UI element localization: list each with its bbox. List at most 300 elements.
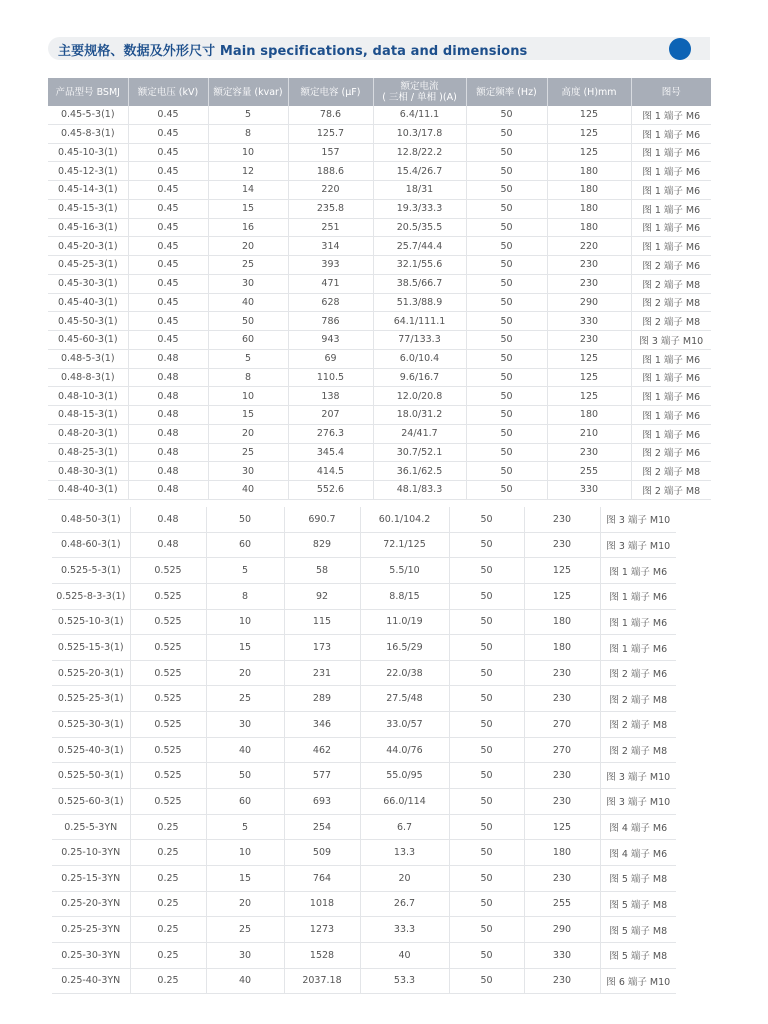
table-row [48, 162, 711, 181]
cell-frequency: 50 [449, 558, 524, 584]
cell-figure: 图 1 端子 M6 [631, 181, 711, 200]
header-dot-icon [669, 38, 691, 60]
cell-frequency: 50 [466, 162, 547, 181]
cell-capacitance: 693 [284, 789, 360, 815]
cell-frequency: 50 [466, 462, 547, 481]
cell-voltage: 0.525 [130, 558, 206, 584]
cell-capacity: 30 [208, 462, 288, 481]
cell-model: 0.48-20-3(1) [48, 424, 128, 443]
table-row [52, 865, 676, 891]
table-row [52, 712, 676, 738]
cell-capacity: 40 [208, 293, 288, 312]
cell-frequency: 50 [466, 293, 547, 312]
cell-current: 19.3/33.3 [373, 199, 466, 218]
cell-height: 180 [547, 181, 631, 200]
cell-capacitance: 173 [284, 635, 360, 661]
cell-voltage: 0.25 [130, 891, 206, 917]
col-header-voltage: 额定电压 (kV) [128, 78, 208, 106]
cell-capacitance: 235.8 [288, 199, 373, 218]
cell-current: 22.0/38 [360, 660, 449, 686]
cell-capacitance: 1528 [284, 942, 360, 968]
cell-model: 0.25-5-3YN [52, 814, 130, 840]
cell-figure: 图 4 端子 M6 [600, 840, 676, 866]
cell-current: 32.1/55.6 [373, 256, 466, 275]
cell-current: 16.5/29 [360, 635, 449, 661]
cell-model: 0.45-25-3(1) [48, 256, 128, 275]
table-row [48, 124, 711, 143]
cell-capacitance: 188.6 [288, 162, 373, 181]
col-header-capacitance: 额定电容 (μF) [288, 78, 373, 106]
cell-model: 0.45-50-3(1) [48, 312, 128, 331]
cell-height: 330 [547, 312, 631, 331]
cell-height: 230 [547, 274, 631, 293]
cell-capacity: 50 [206, 507, 284, 532]
cell-capacitance: 78.6 [288, 106, 373, 124]
cell-model: 0.48-15-3(1) [48, 406, 128, 425]
table-row [48, 143, 711, 162]
cell-voltage: 0.25 [130, 917, 206, 943]
cell-capacitance: 207 [288, 406, 373, 425]
cell-figure: 图 1 端子 M6 [600, 558, 676, 584]
cell-capacitance: 115 [284, 609, 360, 635]
cell-current: 53.3 [360, 968, 449, 994]
cell-frequency: 50 [449, 712, 524, 738]
table-row [48, 256, 711, 275]
cell-current: 44.0/76 [360, 737, 449, 763]
cell-height: 180 [524, 609, 600, 635]
cell-frequency: 50 [466, 181, 547, 200]
col-header-figure: 图号 [631, 78, 711, 106]
cell-height: 180 [547, 199, 631, 218]
table-row [52, 942, 676, 968]
col-header-current: 额定电流 ( 三相 / 单相 )(A) [373, 78, 466, 106]
cell-height: 180 [547, 218, 631, 237]
cell-capacitance: 690.7 [284, 507, 360, 532]
cell-frequency: 50 [449, 737, 524, 763]
cell-figure: 图 5 端子 M8 [600, 865, 676, 891]
table-row [52, 737, 676, 763]
cell-height: 230 [524, 865, 600, 891]
cell-capacity: 10 [206, 840, 284, 866]
cell-current: 72.1/125 [360, 532, 449, 558]
cell-current: 36.1/62.5 [373, 462, 466, 481]
cell-current: 48.1/83.3 [373, 481, 466, 500]
cell-current: 18/31 [373, 181, 466, 200]
cell-capacity: 8 [208, 124, 288, 143]
cell-model: 0.25-20-3YN [52, 891, 130, 917]
table-row [48, 218, 711, 237]
cell-capacity: 20 [208, 424, 288, 443]
table-row [52, 968, 676, 994]
cell-voltage: 0.525 [130, 660, 206, 686]
cell-model: 0.25-25-3YN [52, 917, 130, 943]
cell-capacitance: 251 [288, 218, 373, 237]
cell-figure: 图 1 端子 M6 [631, 237, 711, 256]
cell-voltage: 0.48 [128, 462, 208, 481]
table-row [48, 387, 711, 406]
cell-model: 0.45-12-3(1) [48, 162, 128, 181]
table-row [48, 312, 711, 331]
cell-capacitance: 414.5 [288, 462, 373, 481]
cell-figure: 图 1 端子 M6 [600, 635, 676, 661]
table-row [48, 443, 711, 462]
cell-capacitance: 110.5 [288, 368, 373, 387]
cell-voltage: 0.45 [128, 106, 208, 124]
cell-height: 230 [524, 789, 600, 815]
cell-figure: 图 1 端子 M6 [631, 406, 711, 425]
cell-frequency: 50 [466, 406, 547, 425]
cell-capacitance: 254 [284, 814, 360, 840]
cell-voltage: 0.45 [128, 312, 208, 331]
cell-capacitance: 138 [288, 387, 373, 406]
cell-height: 230 [547, 331, 631, 350]
cell-figure: 图 1 端子 M6 [631, 424, 711, 443]
cell-voltage: 0.525 [130, 609, 206, 635]
cell-frequency: 50 [466, 106, 547, 124]
cell-voltage: 0.525 [130, 712, 206, 738]
table-row [48, 181, 711, 200]
table-row [52, 583, 676, 609]
cell-frequency: 50 [449, 609, 524, 635]
cell-current: 13.3 [360, 840, 449, 866]
section-title: 主要规格、数据及外形尺寸 Main specifications, data and dimensions [58, 44, 528, 59]
cell-model: 0.48-50-3(1) [52, 507, 130, 532]
table-row [48, 481, 711, 500]
cell-height: 125 [547, 143, 631, 162]
cell-capacitance: 69 [288, 349, 373, 368]
cell-current: 12.8/22.2 [373, 143, 466, 162]
cell-current: 12.0/20.8 [373, 387, 466, 406]
cell-voltage: 0.48 [128, 387, 208, 406]
table-row [52, 686, 676, 712]
cell-capacity: 25 [208, 443, 288, 462]
cell-capacitance: 346 [284, 712, 360, 738]
cell-capacitance: 509 [284, 840, 360, 866]
cell-frequency: 50 [466, 443, 547, 462]
table-row [52, 609, 676, 635]
cell-voltage: 0.525 [130, 789, 206, 815]
cell-height: 230 [524, 968, 600, 994]
cell-frequency: 50 [449, 583, 524, 609]
table-row [48, 106, 711, 124]
cell-current: 18.0/31.2 [373, 406, 466, 425]
cell-voltage: 0.45 [128, 143, 208, 162]
cell-height: 270 [524, 712, 600, 738]
cell-capacity: 40 [206, 968, 284, 994]
cell-figure: 图 1 端子 M6 [631, 387, 711, 406]
table-header-row [48, 78, 711, 106]
cell-voltage: 0.48 [128, 424, 208, 443]
table-row [48, 462, 711, 481]
table-row [52, 840, 676, 866]
cell-voltage: 0.45 [128, 256, 208, 275]
cell-voltage: 0.45 [128, 274, 208, 293]
cell-model: 0.525-60-3(1) [52, 789, 130, 815]
cell-frequency: 50 [449, 789, 524, 815]
cell-figure: 图 2 端子 M8 [631, 481, 711, 500]
table-row [48, 424, 711, 443]
cell-height: 290 [547, 293, 631, 312]
cell-figure: 图 2 端子 M6 [631, 443, 711, 462]
table-row [48, 349, 711, 368]
cell-frequency: 50 [449, 840, 524, 866]
cell-capacity: 12 [208, 162, 288, 181]
cell-height: 230 [547, 443, 631, 462]
cell-height: 125 [547, 124, 631, 143]
cell-frequency: 50 [466, 274, 547, 293]
cell-voltage: 0.45 [128, 218, 208, 237]
cell-figure: 图 1 端子 M6 [631, 143, 711, 162]
cell-height: 180 [547, 406, 631, 425]
table-row [52, 814, 676, 840]
cell-voltage: 0.525 [130, 737, 206, 763]
cell-capacity: 15 [208, 199, 288, 218]
cell-frequency: 50 [466, 199, 547, 218]
cell-capacitance: 58 [284, 558, 360, 584]
cell-capacity: 5 [206, 814, 284, 840]
cell-capacitance: 577 [284, 763, 360, 789]
cell-model: 0.48-8-3(1) [48, 368, 128, 387]
cell-current: 27.5/48 [360, 686, 449, 712]
table-row [52, 891, 676, 917]
cell-height: 220 [547, 237, 631, 256]
cell-capacitance: 92 [284, 583, 360, 609]
cell-model: 0.525-50-3(1) [52, 763, 130, 789]
cell-model: 0.25-15-3YN [52, 865, 130, 891]
cell-capacity: 60 [206, 532, 284, 558]
cell-figure: 图 2 端子 M6 [631, 256, 711, 275]
cell-model: 0.45-10-3(1) [48, 143, 128, 162]
col-header-model: 产品型号 BSMJ [48, 78, 128, 106]
cell-voltage: 0.45 [128, 199, 208, 218]
cell-capacity: 10 [206, 609, 284, 635]
cell-figure: 图 3 端子 M10 [600, 532, 676, 558]
cell-frequency: 50 [466, 424, 547, 443]
cell-capacitance: 1018 [284, 891, 360, 917]
cell-capacity: 5 [206, 558, 284, 584]
table-row [48, 331, 711, 350]
cell-frequency: 50 [466, 256, 547, 275]
cell-height: 180 [524, 635, 600, 661]
cell-figure: 图 5 端子 M8 [600, 917, 676, 943]
cell-frequency: 50 [449, 507, 524, 532]
cell-voltage: 0.45 [128, 181, 208, 200]
cell-capacity: 5 [208, 106, 288, 124]
cell-figure: 图 1 端子 M6 [631, 124, 711, 143]
cell-voltage: 0.25 [130, 968, 206, 994]
cell-frequency: 50 [466, 349, 547, 368]
col-header-capacity: 额定容量 (kvar) [208, 78, 288, 106]
cell-current: 38.5/66.7 [373, 274, 466, 293]
cell-frequency: 50 [449, 763, 524, 789]
cell-capacity: 15 [206, 865, 284, 891]
cell-model: 0.525-25-3(1) [52, 686, 130, 712]
cell-current: 24/41.7 [373, 424, 466, 443]
cell-figure: 图 2 端子 M8 [600, 686, 676, 712]
cell-capacitance: 276.3 [288, 424, 373, 443]
table-row [48, 274, 711, 293]
cell-model: 0.48-40-3(1) [48, 481, 128, 500]
cell-figure: 图 2 端子 M8 [631, 274, 711, 293]
cell-frequency: 50 [466, 218, 547, 237]
cell-frequency: 50 [466, 237, 547, 256]
table-row [52, 635, 676, 661]
cell-figure: 图 4 端子 M6 [600, 814, 676, 840]
cell-current: 66.0/114 [360, 789, 449, 815]
cell-capacity: 10 [208, 387, 288, 406]
cell-voltage: 0.45 [128, 293, 208, 312]
table-row [52, 507, 676, 532]
cell-capacitance: 314 [288, 237, 373, 256]
cell-frequency: 50 [466, 481, 547, 500]
cell-capacitance: 125.7 [288, 124, 373, 143]
cell-figure: 图 3 端子 M10 [600, 507, 676, 532]
cell-current: 25.7/44.4 [373, 237, 466, 256]
cell-model: 0.48-60-3(1) [52, 532, 130, 558]
cell-figure: 图 1 端子 M6 [600, 609, 676, 635]
col-header-frequency: 额定频率 (Hz) [466, 78, 547, 106]
cell-height: 330 [524, 942, 600, 968]
cell-model: 0.45-40-3(1) [48, 293, 128, 312]
cell-voltage: 0.525 [130, 686, 206, 712]
cell-model: 0.45-30-3(1) [48, 274, 128, 293]
cell-current: 15.4/26.7 [373, 162, 466, 181]
cell-capacitance: 289 [284, 686, 360, 712]
cell-capacitance: 220 [288, 181, 373, 200]
cell-model: 0.45-60-3(1) [48, 331, 128, 350]
cell-model: 0.525-10-3(1) [52, 609, 130, 635]
cell-capacity: 8 [208, 368, 288, 387]
cell-height: 125 [524, 558, 600, 584]
cell-voltage: 0.525 [130, 763, 206, 789]
cell-frequency: 50 [466, 124, 547, 143]
cell-capacity: 60 [206, 789, 284, 815]
cell-model: 0.525-20-3(1) [52, 660, 130, 686]
cell-capacity: 30 [206, 712, 284, 738]
cell-capacitance: 157 [288, 143, 373, 162]
cell-current: 6.7 [360, 814, 449, 840]
cell-capacitance: 393 [288, 256, 373, 275]
cell-model: 0.525-30-3(1) [52, 712, 130, 738]
cell-height: 290 [524, 917, 600, 943]
cell-voltage: 0.525 [130, 583, 206, 609]
cell-voltage: 0.25 [130, 942, 206, 968]
cell-capacitance: 345.4 [288, 443, 373, 462]
cell-capacity: 50 [208, 312, 288, 331]
table-row [48, 199, 711, 218]
cell-capacity: 15 [208, 406, 288, 425]
spec-table-upper [48, 78, 711, 500]
cell-figure: 图 2 端子 M8 [631, 312, 711, 331]
cell-figure: 图 2 端子 M8 [600, 737, 676, 763]
cell-figure: 图 3 端子 M10 [600, 763, 676, 789]
cell-figure: 图 1 端子 M6 [631, 106, 711, 124]
cell-current: 20 [360, 865, 449, 891]
cell-voltage: 0.45 [128, 237, 208, 256]
cell-capacitance: 786 [288, 312, 373, 331]
cell-height: 180 [524, 840, 600, 866]
cell-current: 11.0/19 [360, 609, 449, 635]
cell-capacity: 30 [206, 942, 284, 968]
cell-capacitance: 462 [284, 737, 360, 763]
cell-voltage: 0.525 [130, 635, 206, 661]
cell-capacity: 5 [208, 349, 288, 368]
cell-voltage: 0.48 [128, 368, 208, 387]
cell-frequency: 50 [449, 660, 524, 686]
cell-model: 0.45-20-3(1) [48, 237, 128, 256]
cell-frequency: 50 [449, 968, 524, 994]
cell-model: 0.25-40-3YN [52, 968, 130, 994]
table-row [52, 763, 676, 789]
cell-frequency: 50 [466, 312, 547, 331]
cell-figure: 图 2 端子 M8 [600, 712, 676, 738]
cell-voltage: 0.48 [130, 532, 206, 558]
cell-current: 30.7/52.1 [373, 443, 466, 462]
cell-model: 0.48-25-3(1) [48, 443, 128, 462]
cell-figure: 图 1 端子 M6 [631, 368, 711, 387]
cell-capacitance: 764 [284, 865, 360, 891]
table-row [52, 660, 676, 686]
cell-current: 33.0/57 [360, 712, 449, 738]
table-row [48, 293, 711, 312]
cell-current: 55.0/95 [360, 763, 449, 789]
cell-frequency: 50 [466, 387, 547, 406]
table-row [52, 558, 676, 584]
cell-voltage: 0.45 [128, 124, 208, 143]
cell-model: 0.25-10-3YN [52, 840, 130, 866]
table-row [52, 532, 676, 558]
cell-model: 0.525-40-3(1) [52, 737, 130, 763]
cell-model: 0.45-16-3(1) [48, 218, 128, 237]
cell-height: 330 [547, 481, 631, 500]
cell-height: 230 [524, 686, 600, 712]
table-row [52, 917, 676, 943]
cell-frequency: 50 [449, 891, 524, 917]
cell-capacitance: 471 [288, 274, 373, 293]
cell-height: 230 [524, 763, 600, 789]
cell-height: 125 [547, 368, 631, 387]
cell-frequency: 50 [449, 635, 524, 661]
cell-figure: 图 2 端子 M8 [631, 462, 711, 481]
cell-current: 60.1/104.2 [360, 507, 449, 532]
cell-voltage: 0.48 [128, 349, 208, 368]
cell-frequency: 50 [466, 368, 547, 387]
cell-frequency: 50 [449, 814, 524, 840]
cell-capacity: 40 [208, 481, 288, 500]
spec-table-lower [52, 507, 676, 994]
cell-model: 0.525-15-3(1) [52, 635, 130, 661]
cell-capacitance: 2037.18 [284, 968, 360, 994]
cell-capacity: 50 [206, 763, 284, 789]
cell-model: 0.48-5-3(1) [48, 349, 128, 368]
cell-model: 0.45-15-3(1) [48, 199, 128, 218]
table-row [52, 789, 676, 815]
cell-figure: 图 1 端子 M6 [631, 199, 711, 218]
cell-capacity: 25 [206, 917, 284, 943]
cell-figure: 图 2 端子 M6 [600, 660, 676, 686]
cell-figure: 图 5 端子 M8 [600, 942, 676, 968]
cell-model: 0.48-30-3(1) [48, 462, 128, 481]
cell-height: 255 [524, 891, 600, 917]
table-row [48, 406, 711, 425]
cell-model: 0.48-10-3(1) [48, 387, 128, 406]
cell-height: 230 [524, 660, 600, 686]
cell-capacity: 15 [206, 635, 284, 661]
cell-frequency: 50 [449, 532, 524, 558]
cell-figure: 图 2 端子 M8 [631, 293, 711, 312]
cell-model: 0.45-8-3(1) [48, 124, 128, 143]
cell-capacity: 40 [206, 737, 284, 763]
